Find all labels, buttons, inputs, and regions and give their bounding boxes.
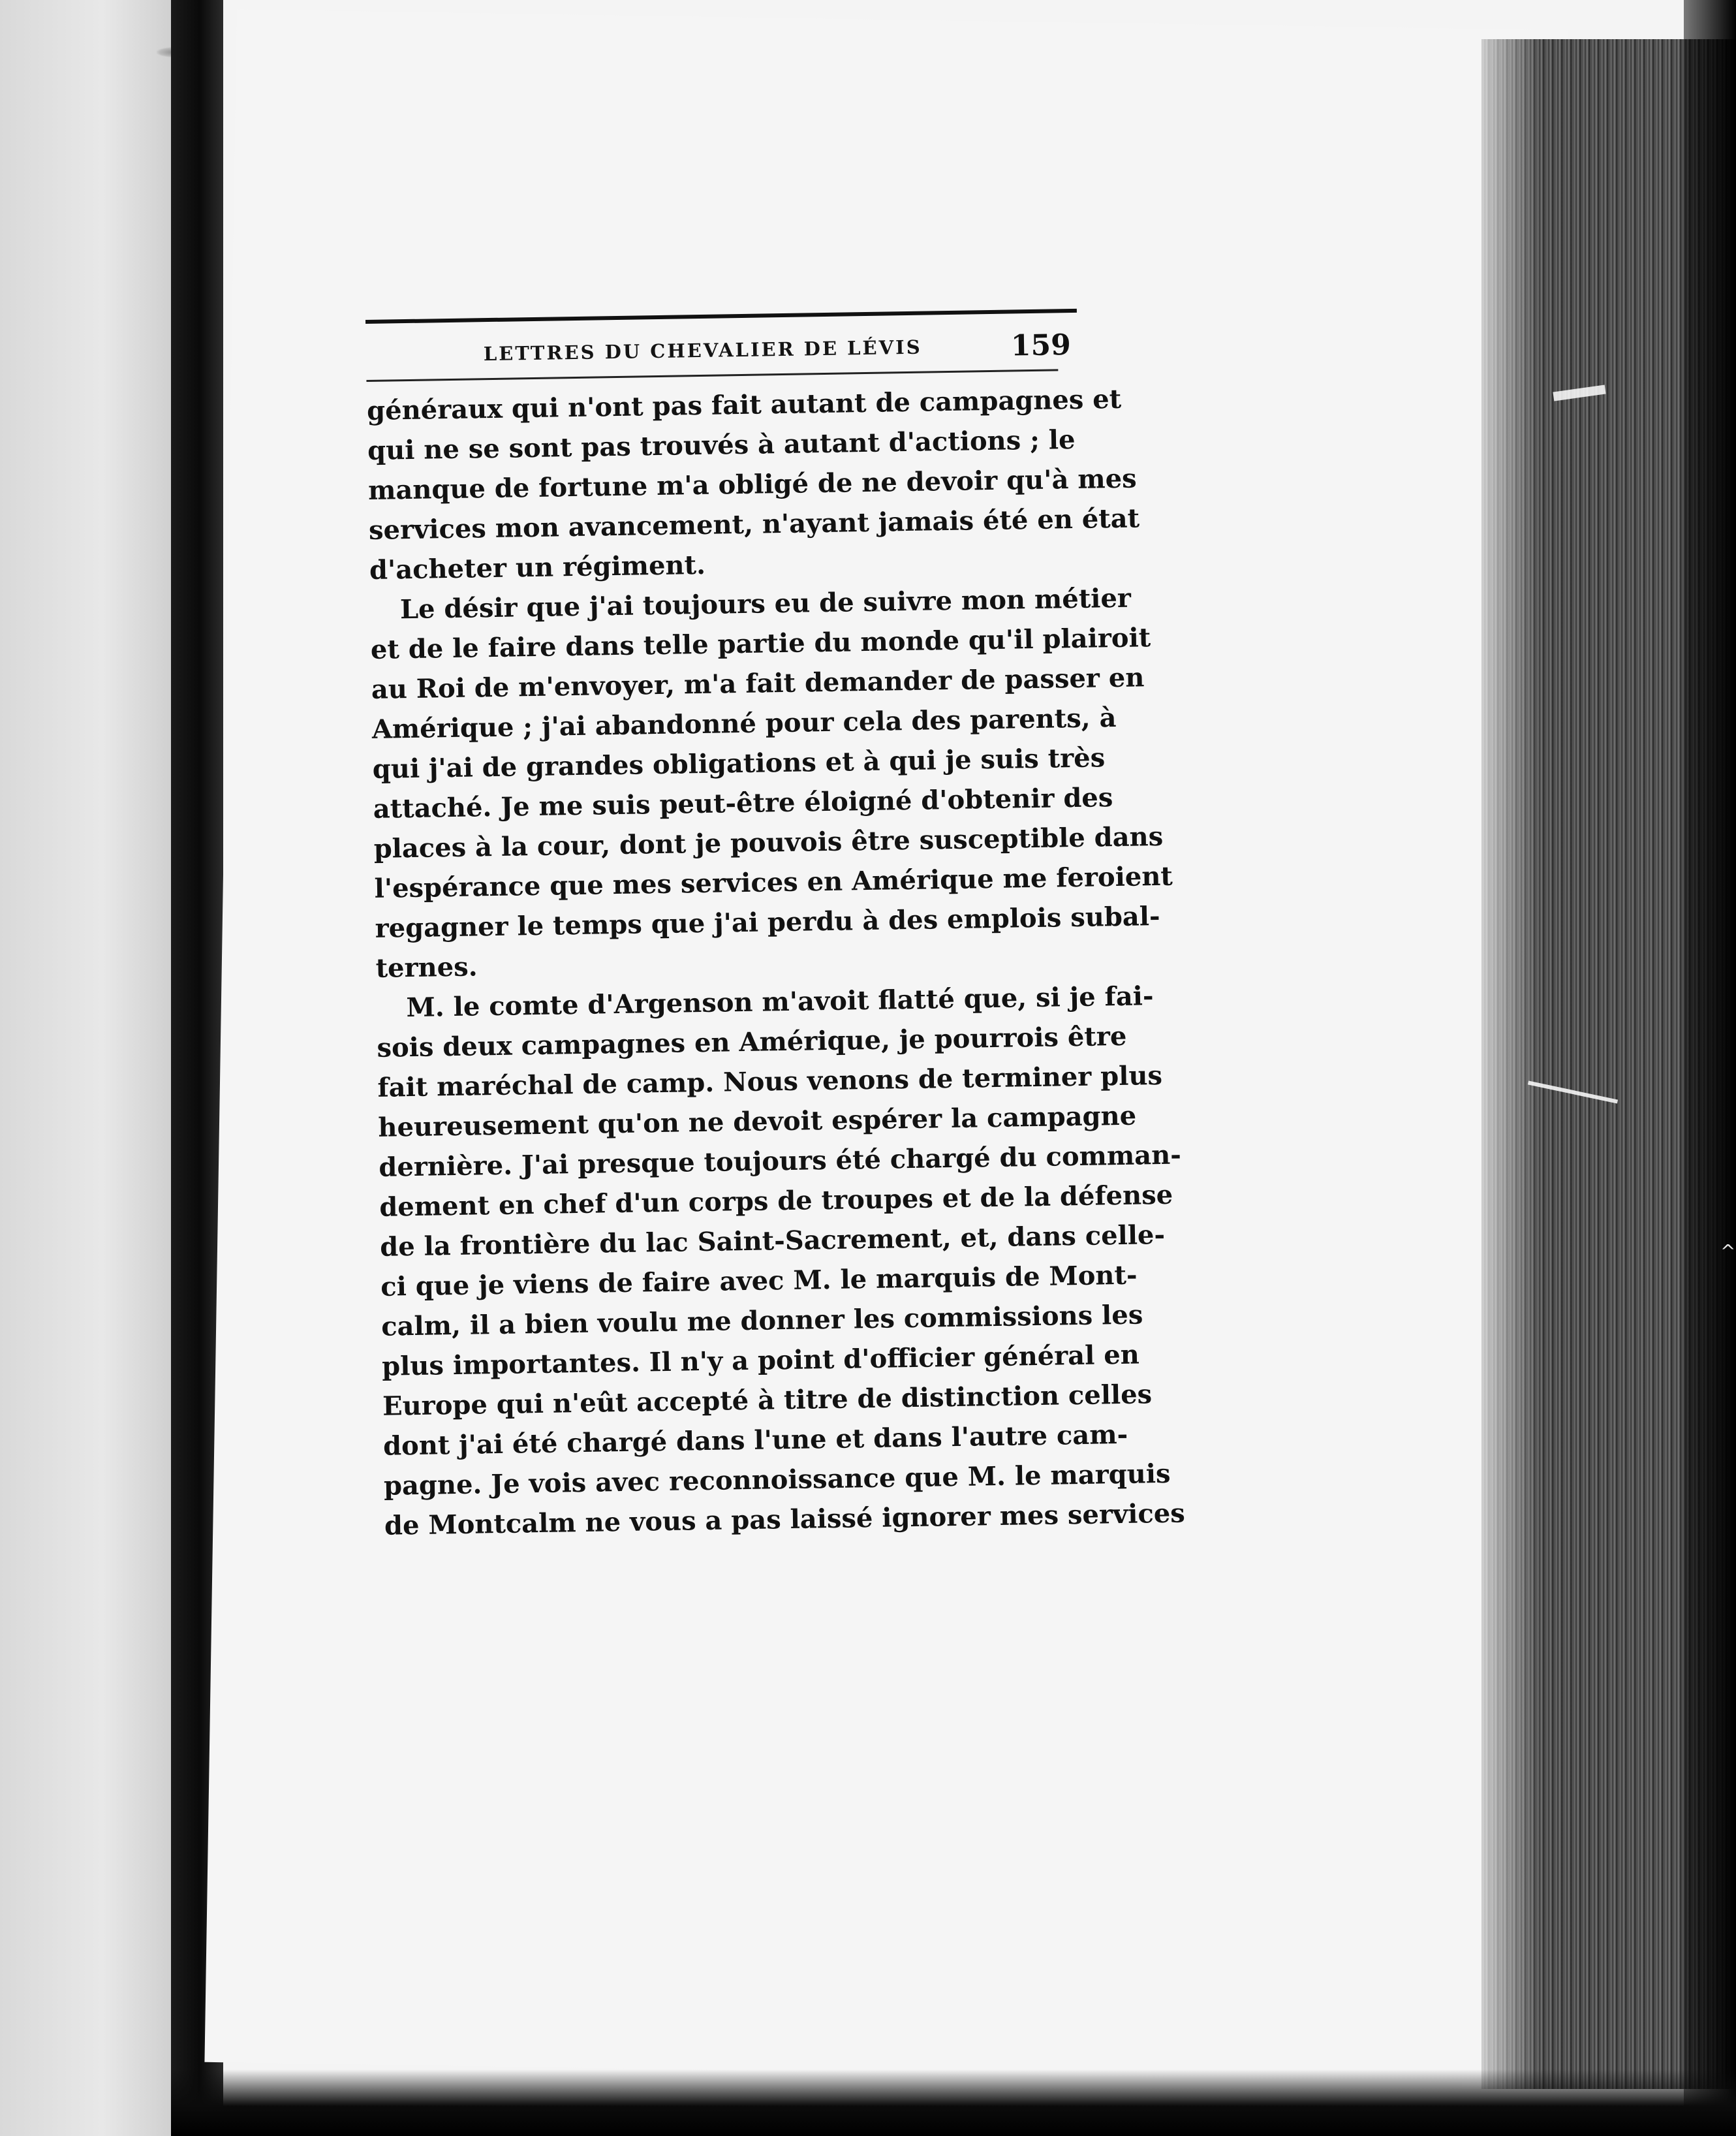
paragraph bbox=[376, 977, 1186, 1546]
text-line: dement en chef d'un corps de troupes et de la défense bbox=[379, 1179, 1173, 1223]
text-block bbox=[365, 309, 1186, 1546]
scan-right-border bbox=[1684, 0, 1736, 2136]
text-line: attaché. Je me suis peut-être éloigné d'obtenir des bbox=[373, 782, 1113, 825]
text-line: Europe qui n'eût accepté à titre de distinction celles bbox=[382, 1379, 1153, 1422]
paragraph bbox=[366, 380, 1140, 590]
body-text bbox=[366, 380, 1186, 1546]
text-line: calm, il a bien voulu me donner les commissions les bbox=[380, 1299, 1143, 1342]
paragraph bbox=[370, 579, 1173, 988]
text-line: services mon avancement, n'ayant jamais été en état bbox=[368, 503, 1140, 546]
text-line: et de le faire dans telle partie du monde qu'il plairoit bbox=[370, 622, 1151, 665]
text-line: dernière. J'ai presque toujours été chargé du comman- bbox=[379, 1139, 1182, 1183]
previous-page-edge bbox=[0, 0, 171, 2136]
text-line: places à la cour, dont je pouvois être susceptible dans bbox=[373, 821, 1164, 864]
page-number: 159 bbox=[1010, 328, 1072, 363]
text-line: de la frontière du lac Saint-Sacrement, et, dans celle- bbox=[379, 1219, 1166, 1263]
text-line: Amérique ; j'ai abandonné pour cela des parents, à bbox=[371, 702, 1117, 745]
text-line: qui j'ai de grandes obligations et à qui je suis très bbox=[372, 742, 1106, 785]
text-line: heureusement qu'on ne devoit espérer la campagne bbox=[378, 1100, 1137, 1143]
text-line: au Roi de m'envoyer, m'a fait demander de passer en bbox=[371, 662, 1145, 705]
margin-glyph: ^ bbox=[1720, 1240, 1736, 1262]
text-line: qui ne se sont pas trouvés à autant d'actions ; le bbox=[367, 424, 1076, 466]
text-line: de Montcalm ne vous a pas laissé ignorer mes services bbox=[384, 1498, 1186, 1541]
text-line: l'espérance que mes services en Amérique me feroient bbox=[374, 860, 1173, 904]
text-line: plus importantes. Il n'y a point d'officier général en bbox=[381, 1339, 1140, 1382]
text-line: ci que je viens de faire avec M. le marquis de Mont- bbox=[380, 1259, 1138, 1302]
bottom-shadow bbox=[171, 2069, 1736, 2136]
text-line: dont j'ai été chargé dans l'une et dans l'autre cam- bbox=[382, 1419, 1128, 1462]
text-line: manque de fortune m'a obligé de ne devoir qu'à mes bbox=[367, 463, 1137, 506]
running-head-title: LETTRES DU CHEVALIER DE LÉVIS bbox=[483, 336, 922, 366]
text-line: M. le comte d'Argenson m'avoit flatté que, si je fai- bbox=[406, 981, 1154, 1024]
page-edges-fade bbox=[1462, 39, 1540, 2089]
text-line: sois deux campagnes en Amérique, je pourrois être bbox=[377, 1020, 1127, 1063]
running-head bbox=[365, 313, 1077, 383]
text-line: Le désir que j'ai toujours eu de suivre mon métier bbox=[399, 582, 1132, 625]
text-line: ternes. bbox=[375, 951, 478, 984]
text-line: fait maréchal de camp. Nous venons de terminer plus bbox=[377, 1060, 1163, 1103]
text-line: pagne. Je vois avec reconnoissance que M. le marquis bbox=[383, 1458, 1171, 1501]
text-line: d'acheter un régiment. bbox=[369, 549, 706, 586]
text-line: généraux qui n'ont pas fait autant de campagnes et bbox=[366, 383, 1122, 426]
text-line: regagner le temps que j'ai perdu à des emplois subal- bbox=[375, 900, 1160, 944]
